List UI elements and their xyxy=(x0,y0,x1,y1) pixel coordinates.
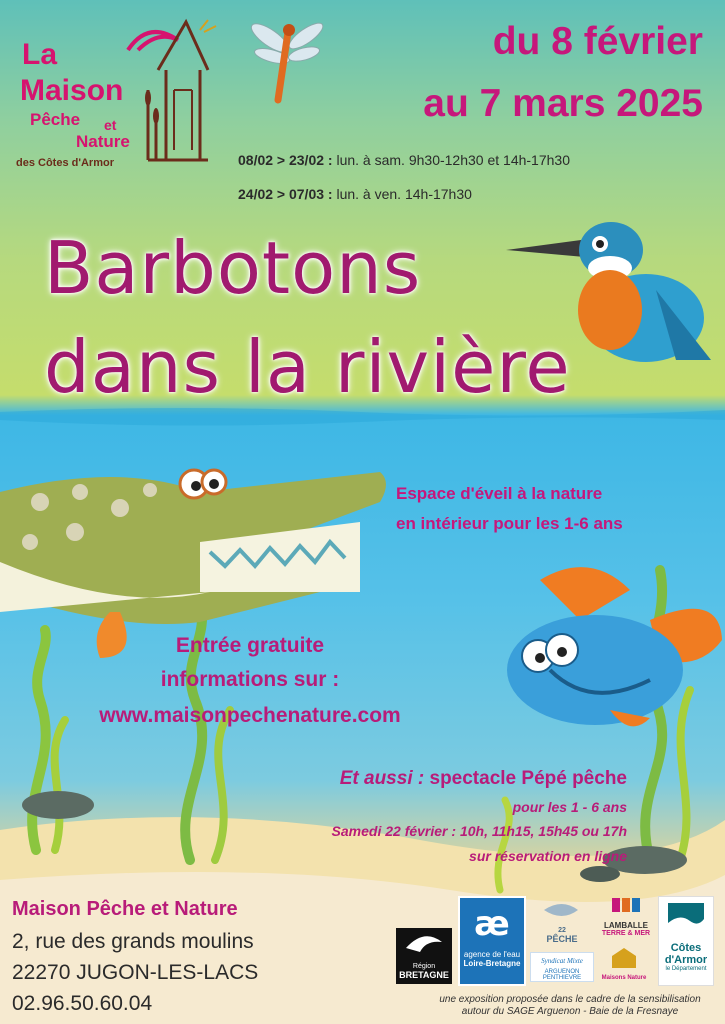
hours-line-1 xyxy=(238,152,570,168)
cotes-armor-icon xyxy=(666,901,706,937)
address-street: 2, rue des grands moulins xyxy=(12,930,254,953)
sage-logo xyxy=(530,952,594,982)
maisons-nature-label: Maisons Nature xyxy=(601,975,647,981)
aussi-booking: sur réservation en ligne xyxy=(469,848,627,864)
sage-line-2: ARGUENON PENTHIEVRE xyxy=(542,969,582,981)
aussi-ages: pour les 1 - 6 ans xyxy=(512,799,627,815)
peche-num: 22 xyxy=(558,927,566,934)
aussi-lead: Et aussi : xyxy=(339,768,425,789)
logo-nature-text: Nature xyxy=(76,132,130,151)
dragonfly-icon xyxy=(248,14,328,104)
title-line-2: dans la rivière xyxy=(44,325,571,409)
address-phone: 02.96.50.60.04 xyxy=(12,992,153,1015)
region-bottom-label: BRETAGNE xyxy=(399,970,449,980)
region-bird-icon xyxy=(396,928,452,958)
date-line-1: du 8 février xyxy=(492,20,703,63)
footer-note xyxy=(420,994,720,1018)
date-line-2: au 7 mars 2025 xyxy=(423,82,703,125)
logo-cotes-text: des Côtes d'Armor xyxy=(16,157,114,169)
agence-eau-logo xyxy=(458,896,526,986)
website-link[interactable]: www.maisonpechenature.com xyxy=(99,704,401,727)
sage-line-1: Syndicat Mixte xyxy=(541,957,583,965)
footer-line-2: autour du SAGE Arguenon - Baie de la Fresnaye xyxy=(461,1006,679,1017)
hours-line-2 xyxy=(238,186,472,202)
cotes-armor-logo xyxy=(658,896,714,986)
entree-line-2: informations sur : xyxy=(160,668,340,691)
peche-fish-icon xyxy=(536,898,588,922)
hours-text-1: lun. à sam. 9h30-12h30 et 14h-17h30 xyxy=(336,152,570,168)
logo-et-text: et xyxy=(104,117,117,133)
agence-line-2: Loire-Bretagne xyxy=(463,959,521,968)
aussi-line xyxy=(340,768,627,790)
lamballe-logo xyxy=(598,894,654,940)
cotes-line-1: Côtes xyxy=(670,942,702,954)
espace-line-1: Espace d'éveil à la nature xyxy=(396,484,603,503)
logo-peche-text: Pêche xyxy=(30,110,81,129)
address-city: 22270 JUGON-LES-LACS xyxy=(12,961,259,984)
lamballe-icon xyxy=(598,894,654,916)
cotes-line-3: le Département xyxy=(665,966,707,972)
lamballe-line-2: TERRE & MER xyxy=(601,930,651,937)
logo-la-text: La xyxy=(22,38,58,71)
aussi-text: spectacle Pépé pêche xyxy=(424,768,627,789)
agence-line-1: agence de l'eau xyxy=(463,950,521,959)
agence-ae-icon: æ xyxy=(474,904,510,944)
maisons-nature-icon xyxy=(600,946,648,970)
logo-maison-text: Maison xyxy=(20,74,124,107)
entree-line-1: Entrée gratuite xyxy=(175,634,325,657)
region-bretagne-logo xyxy=(396,928,452,984)
aussi-sessions: Samedi 22 février : 10h, 11h15, 15h45 ou 17h xyxy=(331,823,627,839)
address-name: Maison Pêche et Nature xyxy=(12,898,238,920)
peche-label: PÊCHE xyxy=(546,934,578,944)
title-line-1: Barbotons xyxy=(44,226,422,310)
blue-fish-icon xyxy=(500,560,725,740)
lamballe-line-1: LAMBALLE xyxy=(604,921,648,930)
hours-range-2: 24/02 > 07/03 : xyxy=(238,186,333,202)
footer-line-1: une exposition proposée dans le cadre de la sensibilisation xyxy=(439,994,701,1005)
cotes-line-2: d'Armor xyxy=(664,954,708,966)
pike-fish-icon xyxy=(0,462,395,662)
region-top-label: Région xyxy=(412,963,436,970)
espace-line-2: en intérieur pour les 1-6 ans xyxy=(396,514,623,533)
hours-text-2: lun. à ven. 14h-17h30 xyxy=(336,186,472,202)
maisons-nature-logo xyxy=(600,946,648,984)
peche-logo xyxy=(536,898,588,942)
hours-range-1: 08/02 > 23/02 : xyxy=(238,152,333,168)
